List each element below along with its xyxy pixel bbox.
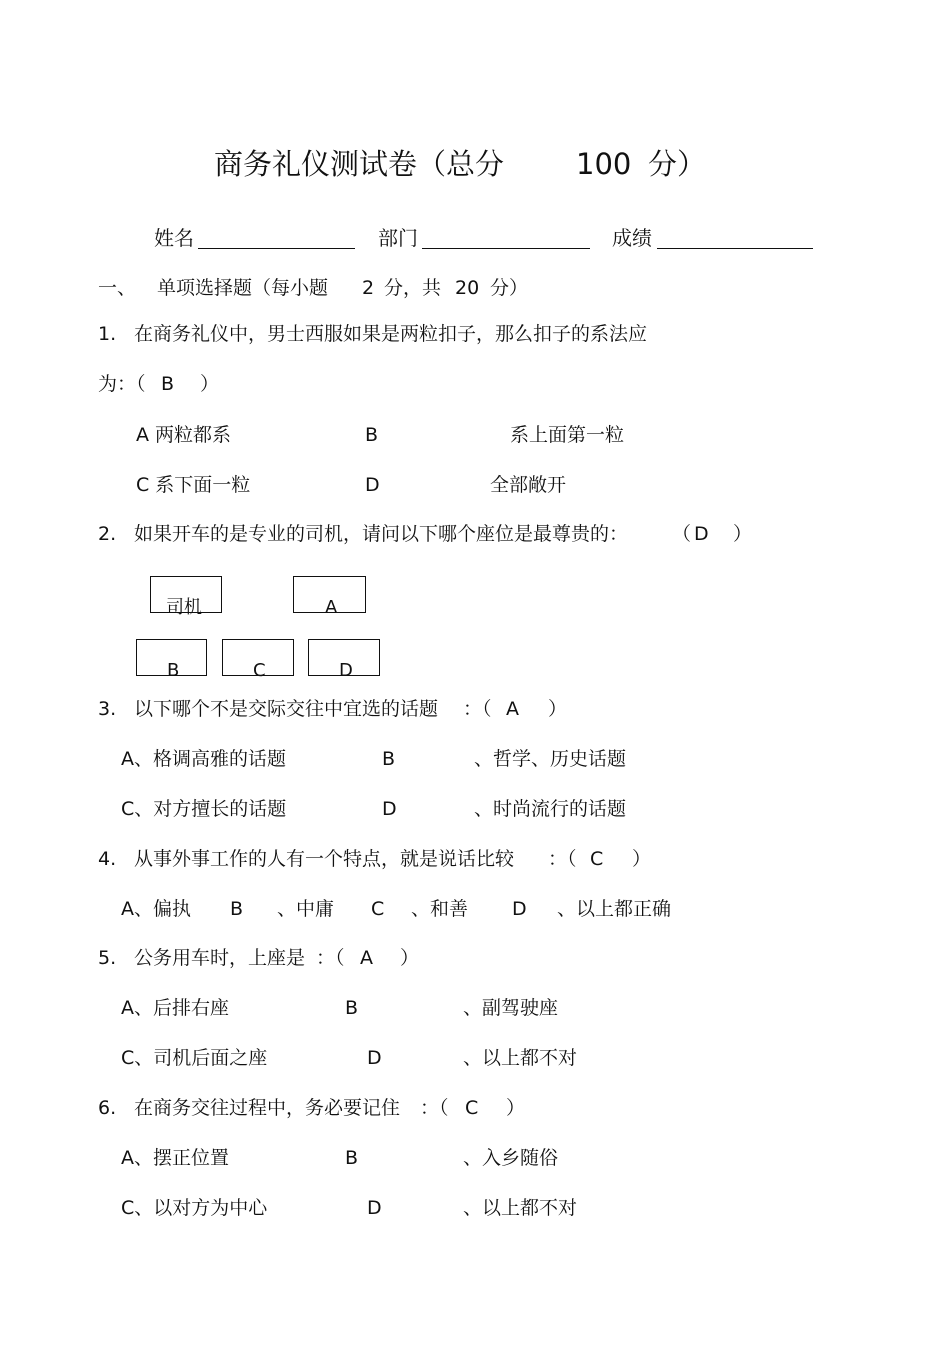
section-total-num: 20 [455, 277, 480, 299]
section-heading: 单项选择题（每小题 [157, 277, 329, 299]
q3-option-d-text: 、时尚流行的话题 [474, 798, 627, 820]
q1-option-d-text: 全部敞开 [490, 474, 567, 496]
q3-paren: ：（ [463, 698, 492, 720]
q1-option-b-letter: B [365, 424, 379, 446]
q1-option-d-letter: D [365, 474, 380, 496]
q5-option-d-text: 、以上都不对 [463, 1047, 578, 1069]
q6-option-d-text: 、以上都不对 [463, 1197, 578, 1219]
q4-option-d-letter: D [512, 898, 527, 920]
section-total-b: 分） [490, 277, 529, 299]
score-field[interactable] [657, 248, 813, 249]
q1-text-cont: 为：（ [98, 373, 146, 395]
seat-driver-label: 司机 [166, 597, 202, 618]
q2-answer: D [694, 523, 709, 545]
q5-answer: A [360, 947, 373, 969]
q2-text: 如果开车的是专业的司机，请问以下哪个座位是最尊贵的： [134, 523, 629, 545]
title-unit: 分） [648, 147, 707, 181]
q5-paren: ：（ [316, 947, 345, 969]
title-score: 100 [576, 147, 632, 181]
q1-answer: B [161, 373, 175, 395]
q1-option-a: A 两粒都系 [136, 424, 232, 446]
q3-option-d-letter: D [382, 798, 397, 820]
q1-option-b-text: 系上面第一粒 [510, 424, 625, 446]
page-title: 商务礼仪测试卷（总分 [214, 147, 505, 181]
q2-close: ） [733, 523, 753, 545]
q3-option-a: A、格调高雅的话题 [121, 748, 286, 770]
q5-text: 公务用车时，上座是 [134, 947, 306, 969]
q6-text: 在商务交往过程中，务必要记住 [134, 1097, 401, 1119]
seat-c-label: C [253, 660, 266, 681]
q4-close: ） [632, 848, 652, 870]
q3-answer: A [506, 698, 519, 720]
q4-number: 4. [98, 848, 117, 870]
q4-option-b-letter: B [230, 898, 244, 920]
q5-option-b-text: 、副驾驶座 [463, 997, 559, 1019]
q3-number: 3. [98, 698, 117, 720]
q5-option-d-letter: D [367, 1047, 382, 1069]
q1-option-c: C 系下面一粒 [136, 474, 251, 496]
q6-option-b-text: 、入乡随俗 [463, 1147, 559, 1169]
q6-option-c: C、以对方为中心 [121, 1197, 268, 1219]
dept-label: 部门 [378, 226, 418, 250]
q5-close: ） [400, 947, 420, 969]
name-field[interactable] [198, 248, 355, 249]
q6-close: ） [506, 1097, 526, 1119]
q6-option-b-letter: B [345, 1147, 359, 1169]
q4-option-c-letter: C [371, 898, 385, 920]
q5-option-a: A、后排右座 [121, 997, 229, 1019]
q5-option-c: C、司机后面之座 [121, 1047, 268, 1069]
q6-number: 6. [98, 1097, 117, 1119]
q3-option-b-letter: B [382, 748, 396, 770]
q1-close: ） [200, 373, 220, 395]
q4-text: 从事外事工作的人有一个特点，就是说话比较 [134, 848, 515, 870]
score-label: 成绩 [612, 226, 652, 250]
q4-option-d-text: 、以上都正确 [557, 898, 672, 920]
q4-option-a: A、偏执 [121, 898, 191, 920]
q4-option-b-text: 、中庸 [277, 898, 335, 920]
q4-answer: C [590, 848, 604, 870]
q6-answer: C [465, 1097, 479, 1119]
q6-option-d-letter: D [367, 1197, 382, 1219]
seat-b-label: B [167, 660, 180, 681]
q2-open: （ [672, 523, 692, 545]
seat-a-label: A [325, 597, 338, 618]
q1-number: 1. [98, 323, 117, 345]
q1-text: 在商务礼仪中，男士西服如果是两粒扣子，那么扣子的系法应 [134, 323, 648, 345]
section-number: 一、 [98, 277, 137, 299]
q3-option-b-text: 、哲学、历史话题 [474, 748, 627, 770]
q3-option-c: C、对方擅长的话题 [121, 798, 287, 820]
q4-paren: ：（ [548, 848, 577, 870]
q5-number: 5. [98, 947, 117, 969]
q3-close: ） [548, 698, 568, 720]
name-label: 姓名 [154, 226, 194, 250]
dept-field[interactable] [422, 248, 590, 249]
q6-option-a: A、摆正位置 [121, 1147, 229, 1169]
q3-text: 以下哪个不是交际交往中宜选的话题 [134, 698, 439, 720]
q6-paren: ：（ [420, 1097, 449, 1119]
section-total-a: 分，共 [384, 277, 442, 299]
section-points: 2 [362, 277, 375, 299]
q4-option-c-text: 、和善 [411, 898, 469, 920]
seat-d-label: D [339, 660, 353, 681]
q2-number: 2. [98, 523, 117, 545]
q5-option-b-letter: B [345, 997, 359, 1019]
